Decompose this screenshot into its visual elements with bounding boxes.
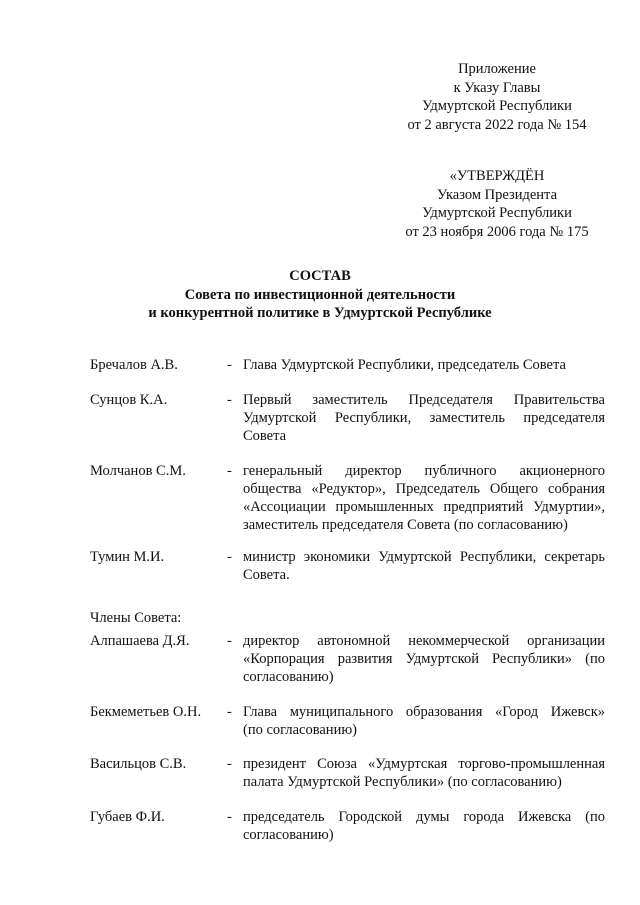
annex-line: Удмуртской Республики: [422, 98, 572, 114]
dash-separator: -: [227, 549, 232, 565]
annex-header: [390, 60, 604, 134]
approval-line: от 23 ноября 2006 года № 175: [405, 223, 589, 240]
position-line: палата Удмуртской Республики» (по согласованию): [243, 774, 562, 790]
annex-line: к Указу Главы: [453, 79, 541, 96]
document-title: [0, 267, 640, 323]
member-position: [243, 391, 605, 445]
annex-line: от 2 августа 2022 года № 154: [407, 116, 587, 133]
position-line: согласованию): [243, 827, 334, 843]
position-line: генеральный директор публичного акционерного: [243, 463, 605, 479]
position-line: министр экономики Удмуртской Республики, секретарь: [243, 549, 605, 565]
dash-separator: -: [227, 392, 232, 408]
position-line: президент Союза «Удмуртская торгово-промышленная: [243, 756, 605, 772]
member-name: Молчанов С.М.: [90, 463, 186, 479]
position-line: Глава Удмуртской Республики, председатель Совета: [243, 357, 566, 373]
member-position: [243, 808, 605, 844]
dash-separator: -: [227, 357, 232, 373]
position-line: согласованию): [243, 669, 334, 685]
position-line: председатель Городской думы города Ижевска (по: [243, 809, 605, 825]
title-line: и конкурентной политике в Удмуртской Республике: [148, 305, 492, 321]
dash-separator: -: [227, 463, 232, 479]
member-position: [243, 356, 605, 374]
position-line: «Ассоциации промышленных предприятий Удмуртии»,: [243, 499, 605, 515]
position-line: Глава муниципального образования «Город Ижевск»: [243, 704, 605, 720]
member-name: Сунцов К.А.: [90, 392, 168, 408]
member-position: [243, 462, 605, 534]
title-line: Совета по инвестиционной деятельности: [184, 286, 456, 303]
title-line: СОСТАВ: [289, 268, 351, 284]
position-line: Удмуртской Республики, заместитель председателя: [243, 410, 605, 426]
member-name: Тумин М.И.: [90, 549, 165, 565]
position-line: Первый заместитель Председателя Правительства: [243, 392, 605, 408]
member-name: Алпашаева Д.Я.: [90, 633, 190, 649]
members-heading: Члены Совета:: [90, 610, 182, 626]
member-name: Губаев Ф.И.: [90, 809, 165, 825]
annex-line: Приложение: [458, 61, 536, 77]
member-position: [243, 548, 605, 584]
dash-separator: -: [227, 809, 232, 825]
position-line: общества «Редуктор», Председатель Общего собрания: [243, 481, 605, 497]
position-line: «Корпорация развития Удмуртской Республики» (по: [243, 651, 605, 667]
approval-stamp: [390, 167, 604, 241]
dash-separator: -: [227, 633, 232, 649]
member-name: Бречалов А.В.: [90, 357, 178, 373]
position-line: заместитель председателя Совета (по согласованию): [243, 517, 568, 533]
position-line: Совета: [243, 428, 287, 444]
dash-separator: -: [227, 756, 232, 772]
member-name: Васильцов С.В.: [90, 756, 187, 772]
position-line: директор автономной некоммерческой организации: [243, 633, 605, 649]
dash-separator: -: [227, 704, 232, 720]
approval-line: «УТВЕРЖДЁН: [449, 168, 545, 184]
approval-line: Удмуртской Республики: [422, 205, 572, 221]
member-position: [243, 703, 605, 739]
position-line: (по согласованию): [243, 722, 357, 738]
member-position: [243, 755, 605, 791]
position-line: Совета.: [243, 567, 290, 583]
approval-line: Указом Президента: [436, 186, 557, 203]
member-name: Бекмеметьев О.Н.: [90, 704, 202, 720]
member-position: [243, 632, 605, 686]
